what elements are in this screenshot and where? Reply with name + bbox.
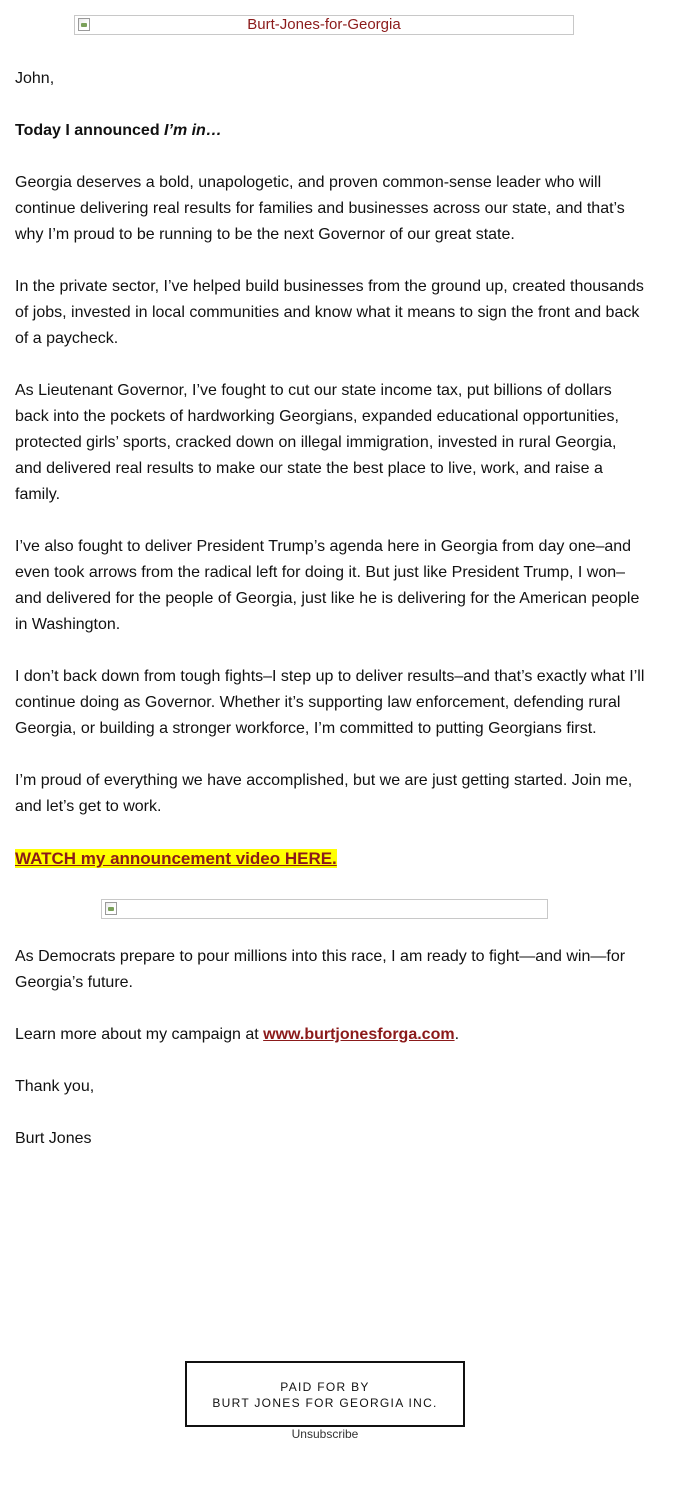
broken-image-icon <box>78 18 90 31</box>
campaign-website-link[interactable]: www.burtjonesforga.com <box>263 1026 455 1043</box>
paragraph-1: Georgia deserves a bold, unapologetic, and proven common-sense leader who will continue delivering real results for families and businesses across our state, and that’s why I’m proud to be running to be the next Governor of our great state. <box>15 174 625 243</box>
learn-more-suffix: . <box>454 1026 460 1043</box>
paragraph-2: In the private sector, I’ve helped build businesses from the ground up, created thousands of jobs, invested in local communities and know what it means to sign the front and back of a paycheck. <box>15 278 644 347</box>
learn-more-prefix: Learn more about my campaign at <box>15 1026 264 1043</box>
headline-text: Today I announced <box>15 122 165 139</box>
header-banner-image[interactable] <box>74 15 574 35</box>
paragraph-6: I’m proud of everything we have accomplished, but we are just getting started. Join me, and let’s get to work. <box>15 772 633 815</box>
paragraph-5: I don’t back down from tough fights–I step up to deliver results–and that’s exactly what I’ll continue doing as Governor. Whether it’s supporting law enforcement, defending rural Georgia, or building a stronger workforce, I’m committed to putting Georgians first. <box>15 668 645 737</box>
thank-you: Thank you, <box>15 1078 95 1095</box>
headline <box>15 118 645 144</box>
paid-for-line-2: BURT JONES FOR GEORGIA INC. <box>212 1396 438 1410</box>
paid-for-by-box <box>185 1361 465 1427</box>
header-image-alt-text: Burt-Jones-for-Georgia <box>247 16 401 33</box>
signature: Burt Jones <box>15 1130 92 1147</box>
watch-video-link[interactable]: WATCH my announcement video HERE. <box>15 849 337 868</box>
paragraph-4: I’ve also fought to deliver President Trump’s agenda here in Georgia from day one–and even took arrows from the radical left for doing it. But just like President Trump, I won–and delivered for the people of Georgia, just like he is delivering for the American people in Washington. <box>15 538 640 633</box>
email-body <box>15 66 645 899</box>
unsubscribe-link[interactable]: Unsubscribe <box>291 1427 359 1441</box>
email-closing <box>15 944 645 1178</box>
greeting: John, <box>15 70 55 87</box>
democrats-paragraph: As Democrats prepare to pour millions into this race, I am ready to fight—and win—for Georgia’s future. <box>15 948 626 991</box>
learn-more-paragraph <box>15 1022 645 1048</box>
paid-for-line-1: PAID FOR BY <box>280 1380 370 1394</box>
paragraph-3: As Lieutenant Governor, I’ve fought to cut our state income tax, put billions of dollars back into the pockets of hardworking Georgians, expanded educational opportunities, protected girls’ sports, cracked down on illegal immigration, invested in rural Georgia, and delivered real results to make our state the best place to live, work, and raise a family. <box>15 382 619 503</box>
headline-emphasis: I’m in… <box>164 122 222 139</box>
cta-paragraph <box>15 846 645 873</box>
campaign-image[interactable] <box>101 899 548 919</box>
broken-image-icon <box>105 902 117 915</box>
